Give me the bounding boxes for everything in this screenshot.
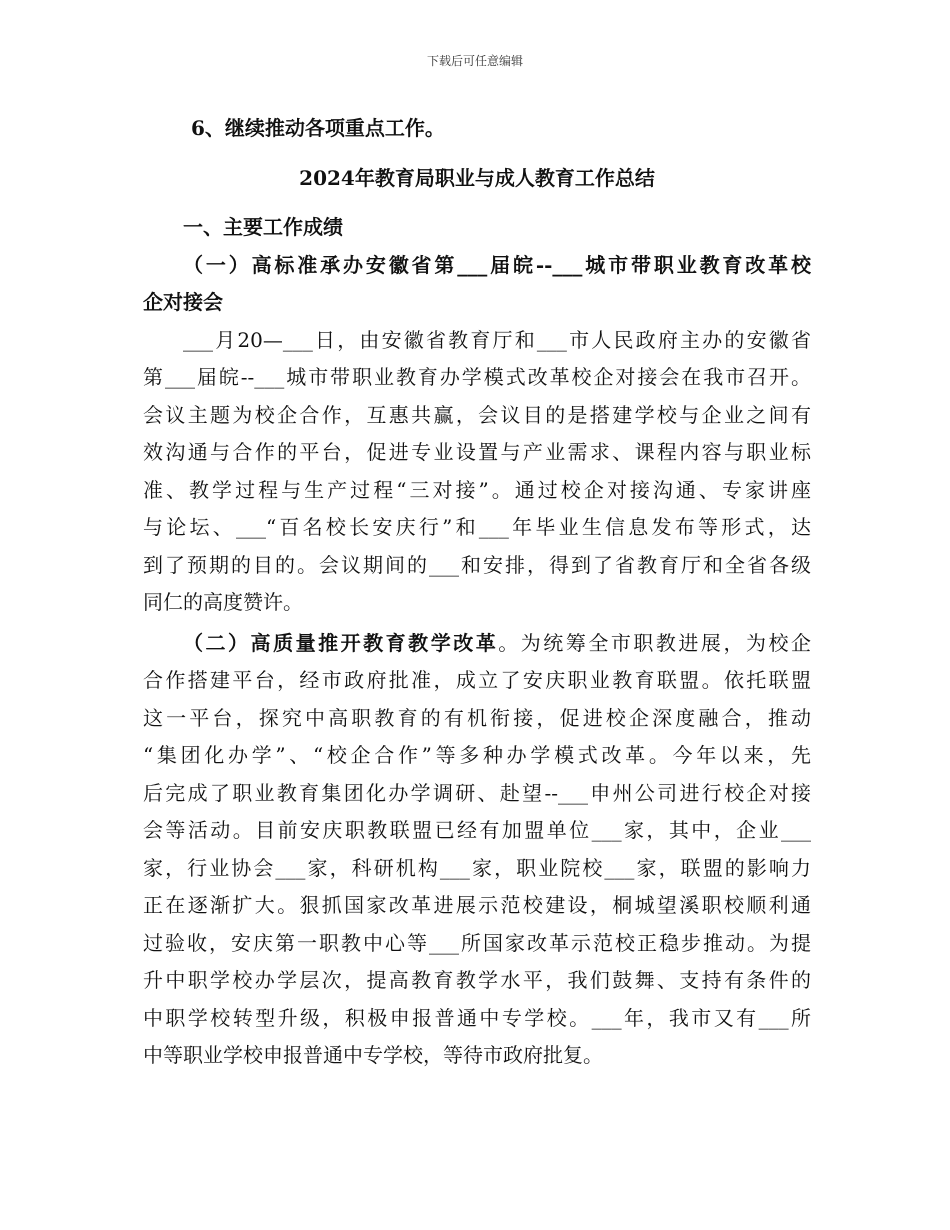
paragraph-line: 家，行业协会___家，科研机构___家，职业院校___家，联盟的影响力 [143, 855, 811, 880]
paragraph-line: 升中职学校办学层次，提高教育教学水平，我们鼓舞、支持有条件的 [143, 968, 811, 992]
paragraph-line: 同仁的高度赞许。 [143, 590, 303, 614]
document-title: 2024年教育局职业与成人教育工作总结 [299, 165, 655, 190]
paragraph-line: 合作搭建平台，经市政府批准，成立了安庆职业教育联盟。依托联盟 [143, 668, 811, 692]
paragraph-line: 准、教学过程与生产过程“三对接”。通过校企对接沟通、专家讲座 [143, 477, 811, 502]
paragraph-line: “集团化办学”、“校企合作”等多种办学模式改革。今年以来，先 [143, 743, 811, 767]
paragraph-line [143, 625, 811, 663]
paragraph-line: ___月20—___日，由安徽省教育厅和___市人民政府主办的安徽省 [183, 327, 811, 352]
paragraph-1 [143, 322, 811, 622]
section-heading-1: 一、主要工作成绩 [183, 215, 343, 239]
paragraph-line: 中等职业学校申报普通中专学校，等待市政府批复。 [143, 1043, 603, 1067]
subsection-heading-2: （二）高质量推开教育教学改革 [183, 630, 499, 655]
paragraph-2 [143, 625, 811, 1075]
paragraph-line: 到了预期的目的。会议期间的___和安排，得到了省教育厅和全省各级 [143, 552, 811, 577]
paragraph-line: 第___届皖--___城市带职业教育办学模式改革校企对接会在我市召开。 [143, 365, 811, 389]
item-6-heading: 6、继续推动各项重点工作。 [191, 116, 445, 140]
paragraph-line: 中职学校转型升级，积极申报普通中专学校。___年，我市又有___所 [143, 1005, 811, 1030]
paragraph-line: 会议主题为校企合作，互惠共赢，会议目的是搭建学校与企业之间有 [143, 402, 811, 427]
document-body [143, 108, 811, 1075]
page-header: 下载后可任意编辑 [426, 54, 523, 68]
paragraph-line: 正在逐渐扩大。狠抓国家改革进展示范校建设，桐城望溪职校顺利通 [143, 893, 811, 917]
paragraph-line: 与论坛、___“百名校长安庆行”和___年毕业生信息发布等形式，达 [143, 515, 811, 539]
subsection-heading-1-line-1: （一）高标准承办安徽省第___届皖--___城市带职业教育改革校 [183, 252, 811, 277]
paragraph-line: 过验收，安庆第一职教中心等___所国家改革示范校正稳步推动。为提 [143, 930, 811, 955]
paragraph-line: 会等活动。目前安庆职教联盟已经有加盟单位___家，其中，企业___ [143, 818, 811, 842]
paragraph-line: 效沟通与合作的平台，促进专业设置与产业需求、课程内容与职业标 [143, 440, 811, 464]
paragraph-line: 后完成了职业教育集团化办学调研、赴望--___申州公司进行校企对接 [143, 780, 811, 805]
paragraph-lead-text: 。为统筹全市职教进展，为校企 [498, 630, 812, 655]
subsection-heading-1-line-2: 企对接会 [143, 290, 223, 314]
paragraph-line: 这一平台，探究中高职教育的有机衔接，促进校企深度融合，推动 [143, 705, 811, 730]
